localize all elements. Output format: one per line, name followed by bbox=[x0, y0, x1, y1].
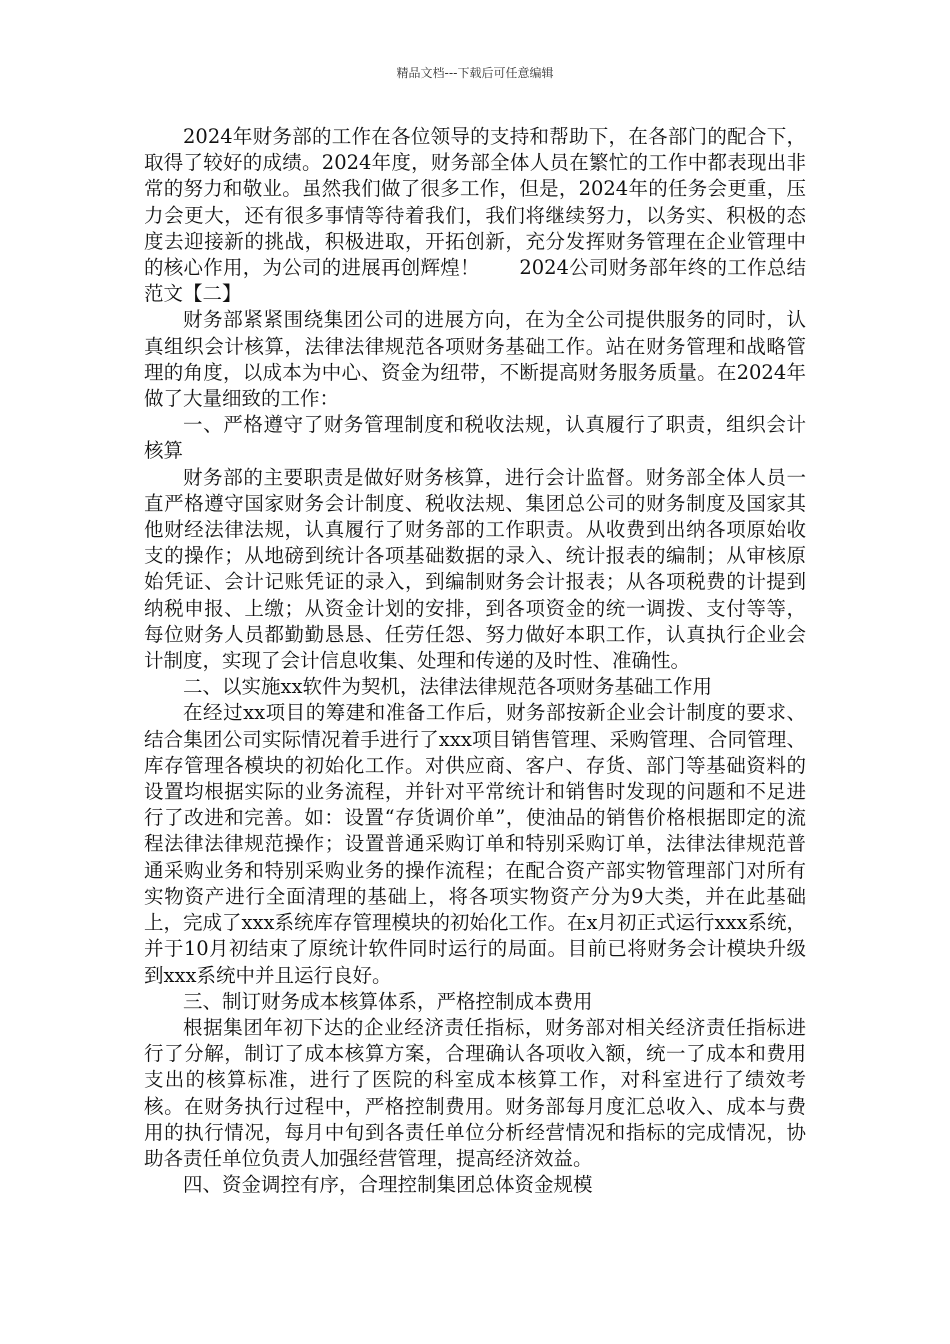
paragraph-section-3: 根据集团年初下达的企业经济责任指标，财务部对相关经济责任指标进行了分解，制订了成本核算方案，合理确认各项收入额，统一了成本和费用支出的核算标准，进行了医院的科室成本核算工作，对科室进行了绩效考核。在财务执行过程中，严格控制费用。财务部每月度汇总收入、成本与费用的执行情况，每月中旬到各责任单位分析经营情况和指标的完成情况，协助各责任单位负责人加强经营管理，提高经济效益。 bbox=[144, 1015, 806, 1170]
section-heading-3: 三、制订财务成本核算体系，严格控制成本费用 bbox=[183, 989, 593, 1013]
section-heading-4: 四、资金调控有序，合理控制集团总体资金规模 bbox=[183, 1173, 593, 1197]
section-heading-1: 一、严格遵守了财务管理制度和税收法规，认真履行了职责，组织会计核算 bbox=[144, 413, 806, 463]
paragraph-section-1: 财务部的主要职责是做好财务核算，进行会计监督。财务部全体人员一直严格遵守国家财务会计制度、税收法规、集团总公司的财务制度及国家其他财经法律法规，认真履行了财务部的工作职责。从收费到出纳各项原始收支的操作；从地磅到统计各项基础数据的录入、统计报表的编制；从审核原始凭证、会计记账凭证的录入，到编制财务会计报表；从各项税费的计提到纳税申报、上缴；从资金计划的安排，到各项资金的统一调拨、支付等等，每位财务人员都勤勤恳恳、任劳任怨、努力做好本职工作，认真执行企业会计制度，实现了会计信息收集、处理和传递的及时性、准确性。 bbox=[144, 465, 806, 673]
paragraph-section-2: 在经过xx项目的筹建和准备工作后，财务部按新企业会计制度的要求、结合集团公司实际情况着手进行了xxx项目销售管理、采购管理、合同管理、库存管理各模块的初始化工作。对供应商、客户、存货、部门等基础资料的设置均根据实际的业务流程，并针对平常统计和销售时发现的问题和不足进行了改进和完善。如：设置“存货调价单”，使油品的销售价格根据即定的流程法律法律规范操作；设置普通采购订单和特别采购订单，法律法律规范普通采购业务和特别采购业务的操作流程；在配合资产部实物管理部门对所有实物资产进行全面清理的基础上，将各项实物资产分为9大类，并在此基础上，完成了xxx系统库存管理模块的初始化工作。在x月初正式运行xxx系统，并于10月初结束了原统计软件同时运行的局面。目前已将财务会计模块升级到xxx系统中并且运行良好。 bbox=[144, 701, 806, 987]
document-body bbox=[144, 124, 806, 1198]
paragraph-intro: 2024年财务部的工作在各位领导的支持和帮助下，在各部门的配合下，取得了较好的成绩。2024年度，财务部全体人员在繁忙的工作中都表现出非常的努力和敬业。虽然我们做了很多工作，但是，2024年的任务会更重，压力会更大，还有很多事情等待着我们，我们将继续努力，以务实、积极的态度去迎接新的挑战，积极进取，开拓创新，充分发挥财务管理在企业管理中的核心作用，为公司的进展再创辉煌！ 2024公司财务部年终的工作总结范文【二】 bbox=[144, 125, 806, 306]
paragraph-overview: 财务部紧紧围绕集团公司的进展方向，在为全公司提供服务的同时，认真组织会计核算，法律法律规范各项财务基础工作。站在财务管理和战略管理的角度，以成本为中心、资金为纽带，不断提高财务服务质量。在2024年做了大量细致的工作： bbox=[144, 308, 806, 411]
section-heading-2: 二、以实施xx软件为契机，法律法律规范各项财务基础工作用 bbox=[183, 675, 712, 699]
page-header: 精品文档---下载后可任意编辑 bbox=[396, 66, 554, 80]
